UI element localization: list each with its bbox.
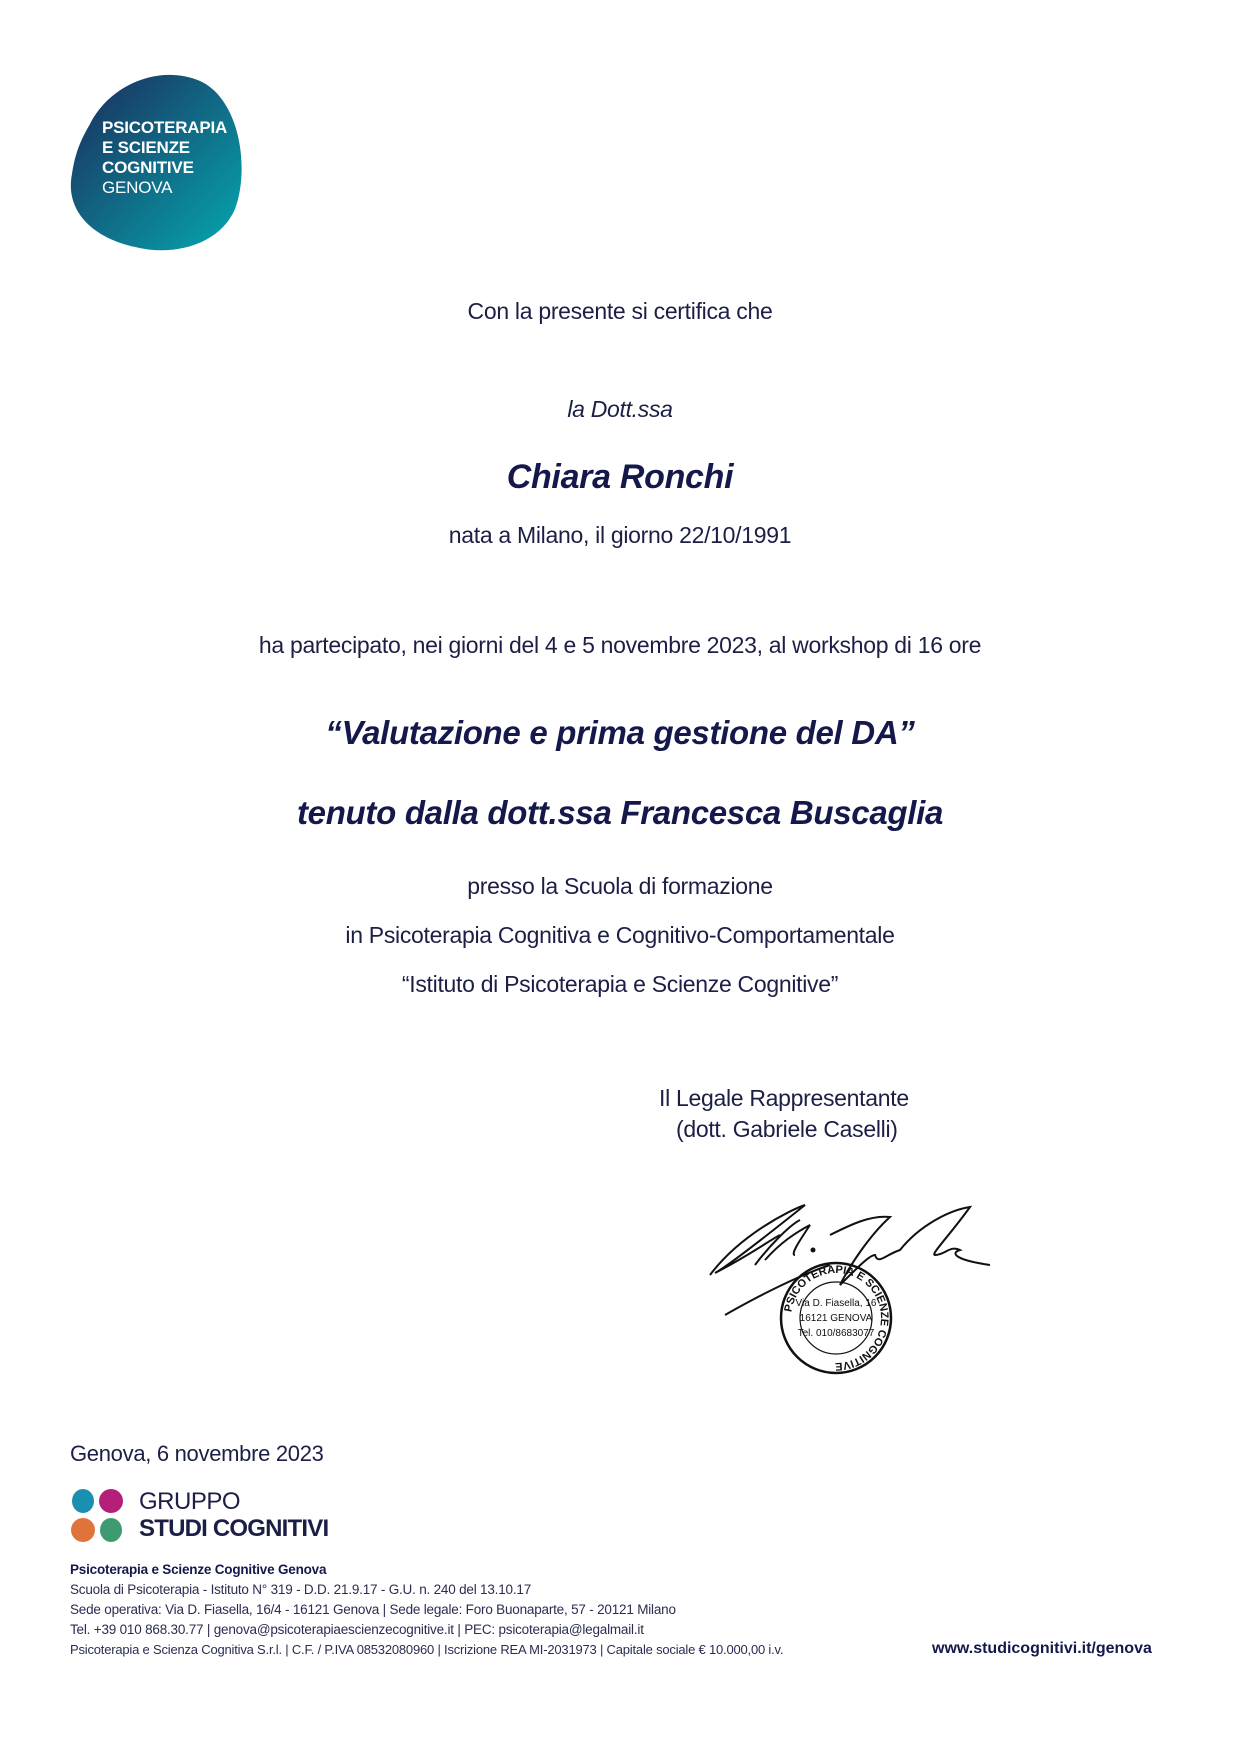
- website-link[interactable]: www.studicognitivi.it/genova: [932, 1640, 1152, 1657]
- recipient-name: Chiara Ronchi: [506, 458, 734, 496]
- signatory-name: (dott. Gabriele Caselli): [676, 1116, 898, 1142]
- school-logo-text: [102, 118, 227, 198]
- issue-date: Genova, 6 novembre 2023: [70, 1441, 324, 1466]
- title-prefix: la Dott.ssa: [567, 396, 673, 422]
- participation-text: ha partecipato, nei giorni del 4 e 5 novembre 2023, al workshop di 16 ore: [258, 632, 982, 658]
- logo-line: COGNITIVE: [102, 158, 194, 177]
- workshop-title: “Valutazione e prima gestione del DA”: [325, 714, 915, 751]
- footer-line: Tel. +39 010 868.30.77 | genova@psicoterapiaescienzecognitive.it | PEC: psicoterapia@legalmail.it: [70, 1622, 644, 1637]
- group-logo-line2: STUDI COGNITIVI: [139, 1515, 329, 1542]
- group-logo-dots: [70, 1489, 128, 1543]
- logo-line: PSICOTERAPIA: [102, 118, 228, 137]
- footer-line: Psicoterapia e Scienza Cognitiva S.r.l. | C.F. / P.IVA 08532080960 | Iscrizione REA MI-2031973 | Capitale sociale € 10.000,00 i.v.: [70, 1642, 784, 1657]
- logo-line: E SCIENZE: [102, 138, 190, 157]
- intro-text: Con la presente si certifica che: [467, 298, 773, 324]
- company-stamp: [781, 1263, 891, 1373]
- place-line: in Psicoterapia Cognitiva e Cognitivo-Comportamentale: [345, 922, 895, 948]
- place-line: presso la Scuola di formazione: [467, 873, 773, 899]
- workshop-trainer: tenuto dalla dott.ssa Francesca Buscaglia: [296, 794, 944, 831]
- stamp-ring-text: PSICOTERAPIA E SCIENZE COGNITIVE: [782, 1263, 891, 1373]
- group-logo-line1: GRUPPO: [139, 1488, 241, 1515]
- logo-city: GENOVA: [102, 178, 173, 197]
- place-line: “Istituto di Psicoterapia e Scienze Cognitive”: [401, 971, 839, 997]
- stamp-line: Tel. 010/8683077: [797, 1328, 875, 1339]
- footer-line: Scuola di Psicoterapia - Istituto N° 319 - D.D. 21.9.17 - G.U. n. 240 del 13.10.17: [70, 1582, 532, 1597]
- birth-info: nata a Milano, il giorno 22/10/1991: [448, 522, 792, 548]
- footer-org: Psicoterapia e Scienze Cognitive Genova: [70, 1562, 327, 1577]
- stamp-line: 16121 GENOVA: [799, 1313, 873, 1324]
- signatory-role: Il Legale Rappresentante: [659, 1085, 909, 1111]
- footer-line: Sede operativa: Via D. Fiasella, 16/4 - 16121 Genova | Sede legale: Foro Buonaparte, 57 - 20121 Milano: [70, 1602, 676, 1617]
- stamp-line: Via D. Fiasella, 16: [795, 1298, 877, 1309]
- signature-image: [700, 1195, 1010, 1375]
